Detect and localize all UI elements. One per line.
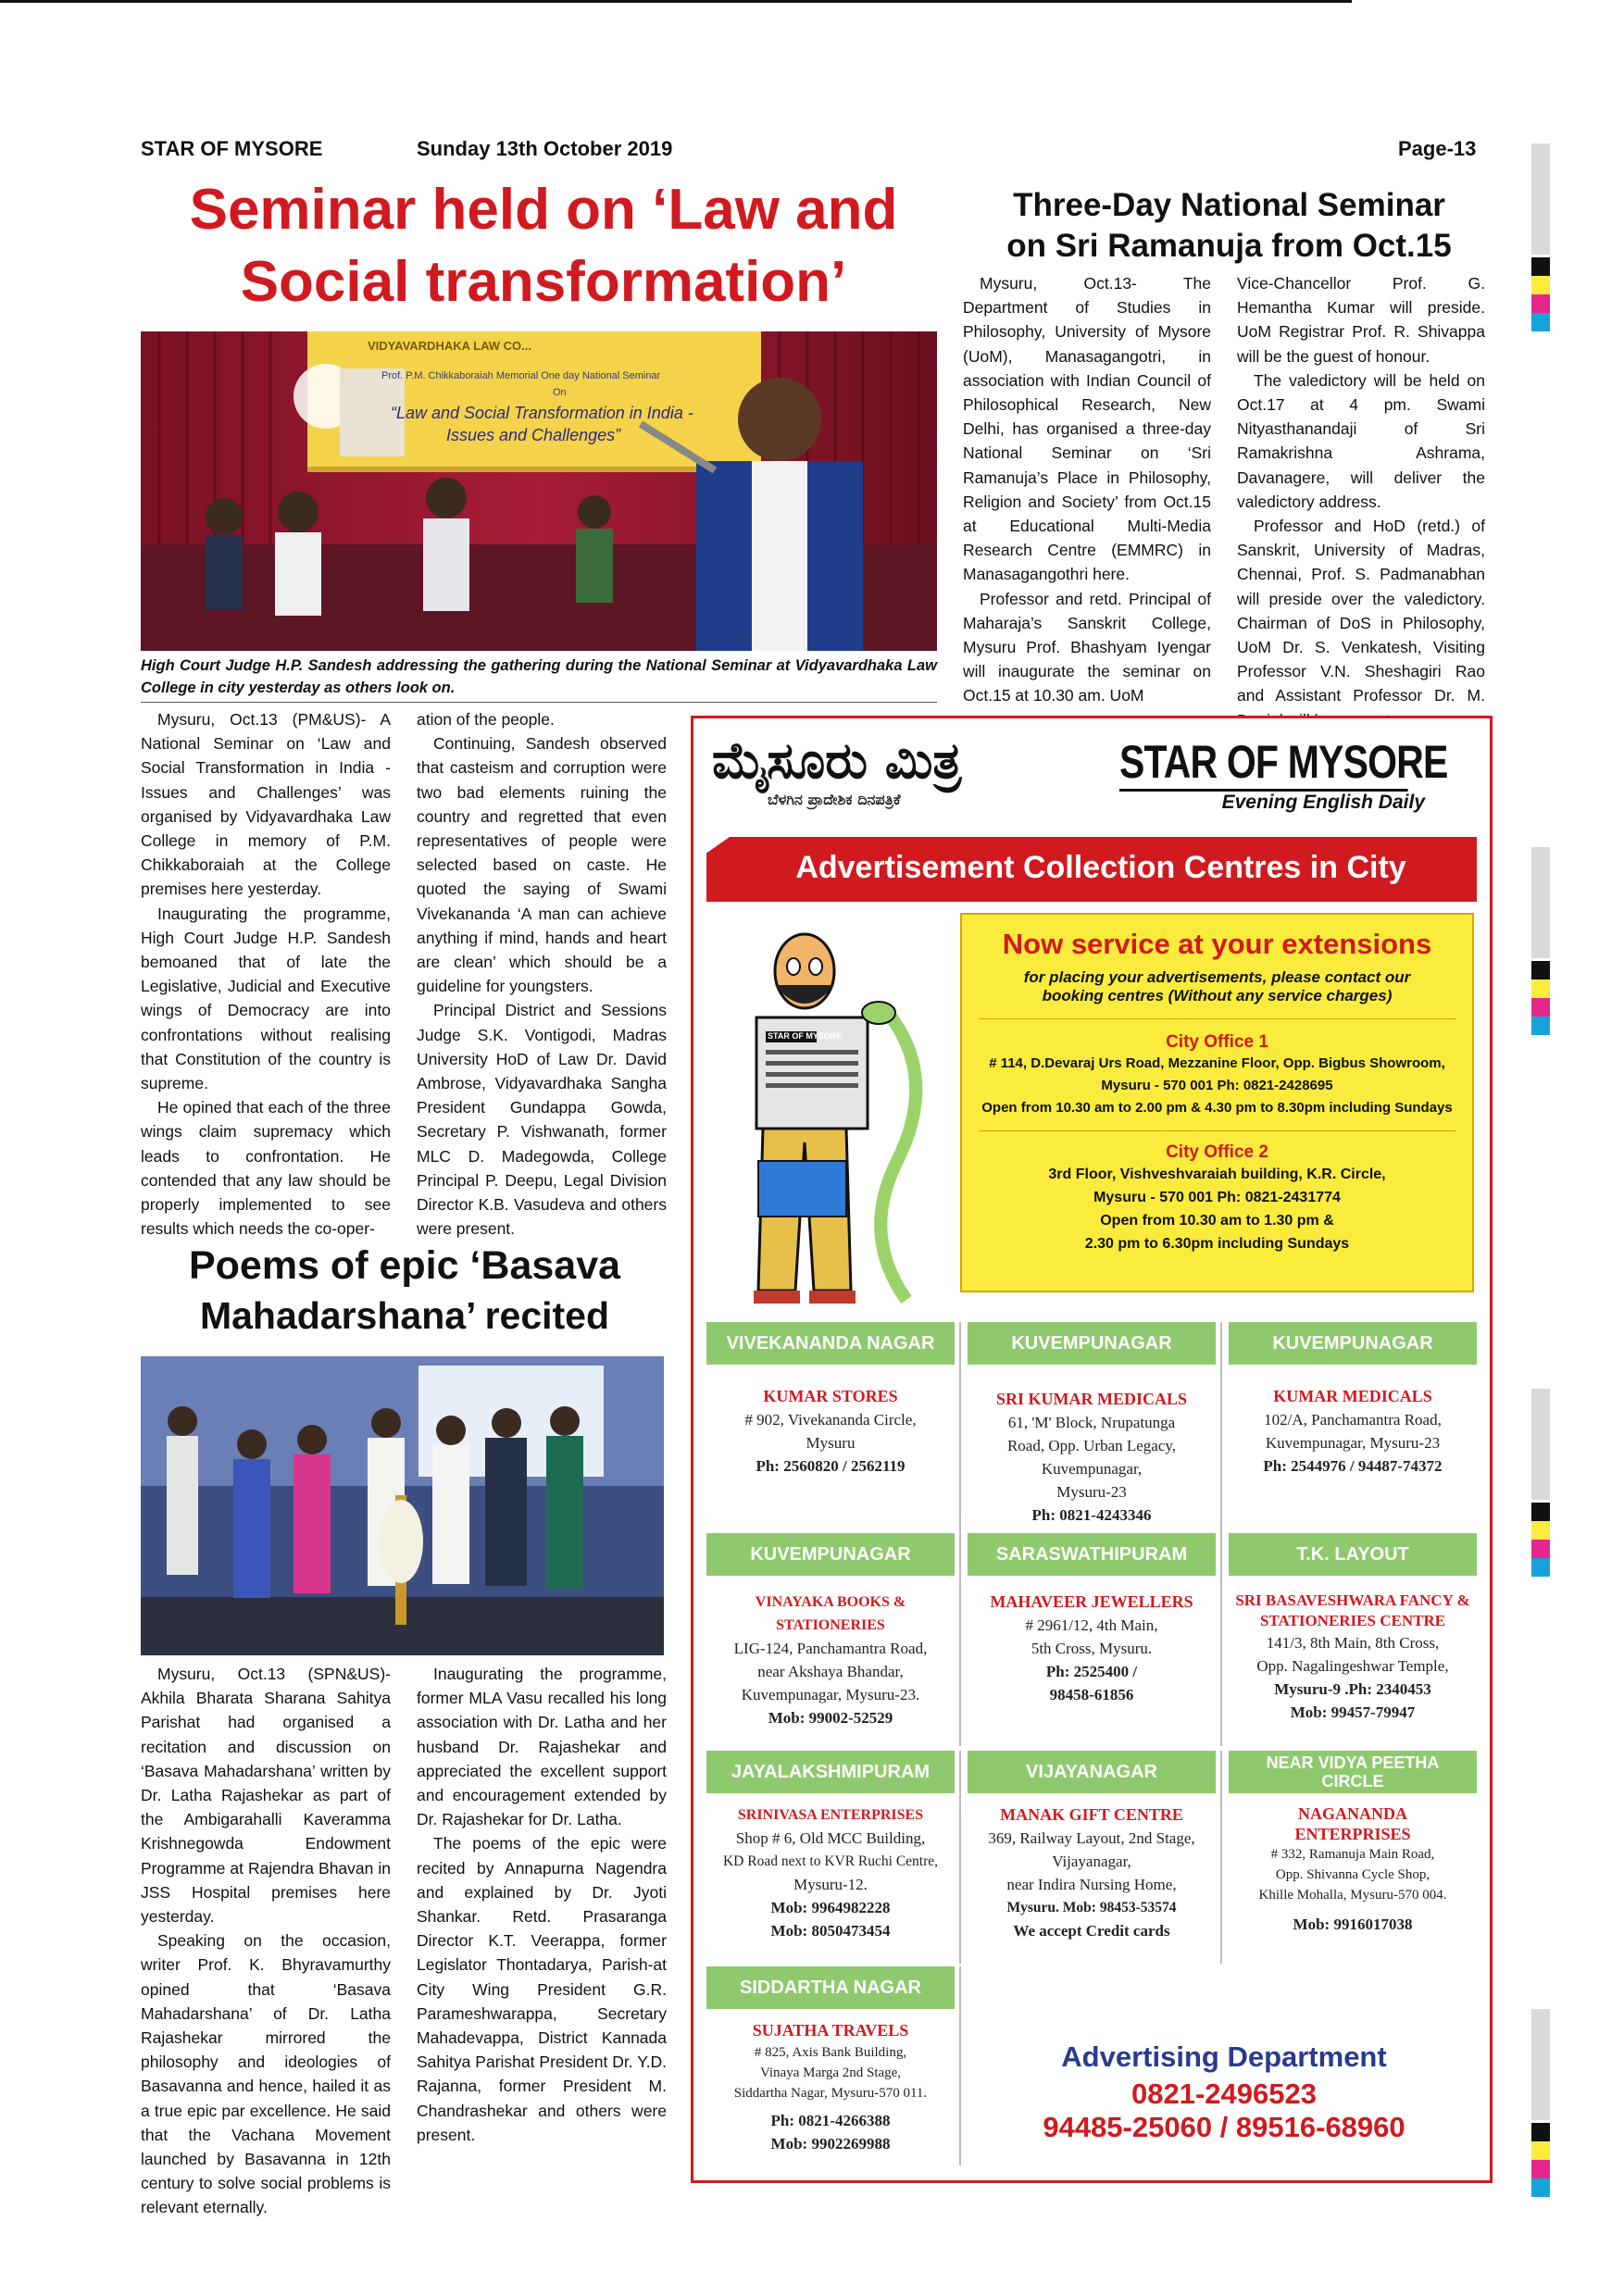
area-tab: SARASWATHIPURAM bbox=[968, 1533, 1216, 1576]
article3-headline bbox=[141, 1241, 668, 1341]
article3-para: Speaking on the occasion, writer Prof. K. Bhyravamurthy opined that ‘Basava Mahadarshana’ of Dr. Latha Rajashekar mirrored the philosophy and ideologies of Basavanna and hence, hailed it as a true epic par excellence. He said that the Vachana Movement launched by Basavanna in 12th century to solve social problems is relevant eternally. bbox=[141, 1931, 391, 2217]
centre-address: Kuvempunagar, Mysuru-23. bbox=[741, 1686, 920, 1703]
area-tab: KUVEMPUNAGAR bbox=[1229, 1322, 1477, 1365]
column-divider bbox=[1220, 1751, 1222, 1964]
photo-banner-org: VIDYAVARDHAKA LAW CO... bbox=[368, 339, 531, 353]
centre-phone: Ph: 2560820 / 2562119 bbox=[756, 1457, 906, 1475]
centre-name: SRI KUMAR MEDICALS bbox=[995, 1390, 1187, 1408]
centre-address: 369, Railway Layout, 2nd Stage, bbox=[988, 1829, 1195, 1847]
area-tab: VIVEKANANDA NAGAR bbox=[706, 1322, 955, 1365]
article1-para: Inaugurating the programme, High Court Judge H.P. Sandesh bemoaned that of late the Legislative, Judicial and Executive wings of Democracy are into confrontations without realising that Constitution of the country is supreme. bbox=[141, 904, 391, 1093]
centre-phone: Ph: 0821-4266388 bbox=[770, 2112, 891, 2129]
column-divider bbox=[959, 1533, 961, 1746]
centre-address: Road, Opp. Urban Legacy, bbox=[1006, 1437, 1177, 1454]
article2-para: Vice-Chancellor Prof. G. Hemantha Kumar will preside. UoM Registrar Prof. R. Shivappa will be the guest of honour. bbox=[1237, 274, 1485, 366]
centre-address: Opp. Nagalingeshwar Temple, bbox=[1256, 1657, 1449, 1675]
centre-entry bbox=[968, 1591, 1216, 1706]
centre-address: # 825, Axis Bank Building, bbox=[754, 2045, 907, 2060]
centre-entry bbox=[1229, 1803, 1477, 1936]
column-divider bbox=[1220, 1533, 1222, 1746]
centre-entry bbox=[968, 1388, 1216, 1527]
article2-headline bbox=[963, 185, 1495, 267]
caption-rule bbox=[141, 702, 937, 703]
article1-para: Mysuru, Oct.13 (PM&US)- A National Seminar on ‘Law and Social Transformation in India - Issues and Challenges’ was organised by Vidyavardhaka Law College in memory of P.M. Chikkaboraiah at the College premises here yesterday. bbox=[141, 710, 391, 899]
centre-entry bbox=[968, 1803, 1216, 1942]
masthead-page-number: Page-13 bbox=[1398, 137, 1477, 160]
area-tab: KUVEMPUNAGAR bbox=[968, 1322, 1216, 1365]
article1-headline bbox=[141, 174, 946, 318]
article3-para: The poems of the epic were recited by Annapurna Nagendra and explained by Dr. Jyoti Shankar. Retd. Prasaranga Director K.T. Veerappa, former Legislator Thontadarya, Parish-at City Wing President G.R. Parameshwarappa, Secretary Mahadevappa, District Kannada Sahitya Parishat President Dr. Y.D. Rajanna, former President M. Chandrashekar and others were present. bbox=[417, 1834, 667, 2144]
advertisement-box bbox=[691, 716, 1493, 2183]
service-title: Now service at your extensions bbox=[1002, 928, 1432, 960]
centre-name: MANAK GIFT CENTRE bbox=[1000, 1805, 1183, 1824]
area-tab: KUVEMPUNAGAR bbox=[706, 1533, 955, 1576]
centre-address: 141/3, 8th Main, 8th Cross, bbox=[1266, 1634, 1440, 1652]
service-divider bbox=[979, 1130, 1455, 1131]
centre-address: Vinaya Marga 2nd Stage, bbox=[759, 2065, 902, 2080]
centre-phone: Mob: 9902269988 bbox=[770, 2135, 891, 2152]
article2-para: Professor and retd. Principal of Maharaja’s Sanskrit College, Mysuru Prof. Bhashyam Iyengar will inaugurate the seminar on Oct.15 at 10.30 am. UoM bbox=[963, 589, 1211, 705]
centre-note: We accept Credit cards bbox=[1013, 1922, 1170, 1940]
article2-para: Professor and HoD (retd.) of Sanskrit, University of Madras, Chennai, Prof. S. Padmanabhan will preside over the valedictory. Chairman of DoS in Philosophy, UoM Dr. S. Venkatesh, Visiting Professor V.N. Sheshagiri Rao and Assistant Professor Dr. M. bbox=[1237, 517, 1485, 705]
area-tab-line: CIRCLE bbox=[1321, 1772, 1384, 1791]
article2-headline-line1: Three-Day National Seminar bbox=[1013, 187, 1445, 223]
centre-entry bbox=[1229, 1591, 1477, 1724]
centre-name: STATIONERIES CENTRE bbox=[1259, 1612, 1446, 1629]
area-tab bbox=[1229, 1751, 1477, 1793]
article3-photo bbox=[141, 1356, 664, 1655]
star-of-mysore-logo bbox=[1119, 735, 1471, 814]
column-divider bbox=[959, 1322, 961, 1535]
article3-headline-line2: Mahadarshana’ recited bbox=[199, 1294, 610, 1337]
article1-column1 bbox=[141, 707, 391, 1241]
centre-phone: Mysuru. Mob: 98453-53574 bbox=[1006, 1900, 1177, 1915]
centre-name: KUMAR MEDICALS bbox=[1273, 1387, 1432, 1405]
article1-caption: High Court Judge H.P. Sandesh addressing the gathering during the National Seminar at Vidyavardhaka Law College in city yesterday as others look on. bbox=[141, 657, 937, 696]
service-subtitle1: for placing your advertisements, please contact our bbox=[1023, 968, 1411, 986]
service-subtitle2: booking centres (Without any service charges) bbox=[1042, 987, 1393, 1004]
centre-address: # 2961/12, 4th Main, bbox=[1025, 1616, 1158, 1634]
centre-address: Mysuru bbox=[806, 1434, 856, 1452]
office2-hours2: 2.30 pm to 6.30pm including Sundays bbox=[1084, 1236, 1350, 1252]
centre-phone: Ph: 2544976 / 94487-74372 bbox=[1263, 1457, 1443, 1475]
article1-headline-line2: Social transformation’ bbox=[240, 250, 847, 314]
advertising-department bbox=[971, 2040, 1477, 2144]
column-divider bbox=[959, 1966, 961, 2165]
dept-title: Advertising Department bbox=[1061, 2040, 1387, 2073]
centre-address: # 902, Vivekananda Circle, bbox=[744, 1411, 917, 1429]
column-divider bbox=[1220, 1322, 1222, 1535]
centre-address: near Indira Nursing Home, bbox=[1006, 1876, 1177, 1893]
centre-address: Shop # 6, Old MCC Building, bbox=[735, 1829, 926, 1847]
centre-address: Kuvempunagar, bbox=[1041, 1460, 1143, 1478]
article3-column2 bbox=[417, 1662, 667, 2147]
centre-entry bbox=[706, 1591, 955, 1729]
article2-column1 bbox=[963, 271, 1211, 708]
centre-phone: Ph: 2525400 / bbox=[1045, 1663, 1138, 1680]
service-box bbox=[960, 913, 1474, 1292]
centre-address: Mysuru-23 bbox=[1056, 1483, 1127, 1501]
article1-photo bbox=[141, 331, 937, 651]
photo-banner-title2: Issues and Challenges” bbox=[446, 426, 621, 444]
centre-phone: Ph: 0821-4243346 bbox=[1031, 1506, 1152, 1524]
mascot-newspaper-label: STAR OF MYSORE bbox=[768, 1031, 843, 1041]
office2-phone: Mysuru - 570 001 Ph: 0821-2431774 bbox=[1093, 1190, 1341, 1205]
centre-address: 61, 'M' Block, Nrupatunga bbox=[1007, 1414, 1176, 1431]
centre-phone: Mob: 9916017038 bbox=[1293, 1915, 1413, 1933]
centre-phone: 98458-61856 bbox=[1049, 1686, 1134, 1703]
office2-address: 3rd Floor, Vishveshvaraiah building, K.R. Circle, bbox=[1048, 1167, 1386, 1182]
office1-hours: Open from 10.30 am to 2.00 pm & 4.30 pm to 8.30pm including Sundays bbox=[981, 1100, 1453, 1116]
centre-address: 102/A, Panchamantra Road, bbox=[1264, 1411, 1442, 1429]
centre-address: Opp. Shivanna Cycle Shop, bbox=[1275, 1867, 1430, 1882]
photo-banner-on: On bbox=[553, 387, 567, 398]
centre-address: Khille Mohalla, Mysuru-570 004. bbox=[1258, 1888, 1447, 1903]
area-tab: SIDDARTHA NAGAR bbox=[706, 1966, 955, 2009]
centre-address: Kuvempunagar, Mysuru-23 bbox=[1265, 1434, 1441, 1452]
kannada-logo bbox=[712, 731, 1082, 809]
office1-phone: Mysuru - 570 001 Ph: 0821-2428695 bbox=[1101, 1078, 1333, 1093]
column-divider bbox=[959, 1751, 961, 1964]
article3-headline-line1: Poems of epic ‘Basava bbox=[188, 1243, 621, 1288]
dept-phone2: 94485-25060 / 89516-68960 bbox=[1043, 2111, 1405, 2143]
masthead-paper-name: STAR OF MYSORE bbox=[141, 137, 323, 160]
mascot-icon bbox=[721, 930, 943, 1318]
article3-para: Inaugurating the programme, former MLA Vasu recalled his long association with Dr. Latha and her husband Dr. Rajashekar and appreciated the excellent support and encouragement extended by Dr. Rajashekar for Dr. Latha. bbox=[417, 1665, 667, 1829]
office1-title: City Office 1 bbox=[1166, 1032, 1268, 1052]
centre-name: KUMAR STORES bbox=[763, 1387, 898, 1405]
logo-tagline: Evening English Daily bbox=[1221, 792, 1425, 813]
centre-address: Vijayanagar, bbox=[1052, 1853, 1131, 1870]
centre-address: KD Road next to KVR Ruchi Centre, bbox=[722, 1853, 939, 1869]
area-tab: VIJAYANAGAR bbox=[968, 1751, 1216, 1793]
office1-address: # 114, D.Devaraj Urs Road, Mezzanine Floor, Opp. Bigbus Showroom, bbox=[989, 1055, 1445, 1071]
centre-name: MAHAVEER JEWELLERS bbox=[990, 1592, 1193, 1611]
centre-entry bbox=[706, 1385, 955, 1478]
photo-banner-title1: “Law and Social Transformation in India - bbox=[391, 404, 693, 422]
photo-banner-sub: Prof. P.M. Chikkaboraiah Memorial One day National Seminar bbox=[381, 370, 661, 381]
office2-hours1: Open from 10.30 am to 1.30 pm & bbox=[1100, 1213, 1334, 1229]
centre-entry bbox=[706, 2019, 955, 2155]
centre-address: LIG-124, Panchamantra Road, bbox=[733, 1640, 928, 1657]
mascot-illustration bbox=[721, 930, 943, 1318]
article1-para: Continuing, Sandesh observed that casteism and corruption were two bad elements ruining the country and regretted that even representatives of people were selected based on caste. He quoted the saying of Swami Vivekananda ‘A man can achieve anything if mind, hands and heart are clean’ which should be a guideline for youngsters. bbox=[417, 734, 667, 996]
centre-entry bbox=[706, 1803, 955, 1942]
centre-name: VINAYAKA BOOKS & STATIONERIES bbox=[755, 1594, 906, 1633]
centre-address: Siddartha Nagar, Mysuru-570 011. bbox=[733, 2086, 928, 2101]
masthead-date: Sunday 13th October 2019 bbox=[417, 137, 673, 160]
centre-name: SRINIVASA ENTERPRISES bbox=[737, 1807, 924, 1823]
centre-phone: Mob: 99457-79947 bbox=[1290, 1703, 1416, 1721]
centre-address: 5th Cross, Mysuru. bbox=[1031, 1640, 1153, 1657]
centre-phone: Mysuru-9 .Ph: 2340453 bbox=[1274, 1680, 1431, 1698]
centre-phone: Mob: 8050473454 bbox=[770, 1922, 891, 1940]
article2-para: The valedictory will be held on Oct.17 at 4 pm. Swami Nityasthanandaji of Sri Ramakrishna Ashrama, Davanagere, will deliver the valedictory address. bbox=[1237, 370, 1485, 511]
centre-name: NAGANANDA bbox=[1298, 1804, 1407, 1823]
area-tab: T.K. LAYOUT bbox=[1229, 1533, 1477, 1576]
centre-phone: Mob: 9964982228 bbox=[770, 1899, 891, 1916]
centre-name: SRI BASAVESHWARA FANCY & bbox=[1235, 1591, 1470, 1609]
centre-phone: Mob: 99002-52529 bbox=[768, 1709, 893, 1727]
office2-title: City Office 2 bbox=[1166, 1142, 1268, 1162]
lamp-lighting-photo-graphic bbox=[141, 1356, 664, 1655]
centre-address: near Akshaya Bhandar, bbox=[757, 1663, 904, 1680]
area-tab: JAYALAKSHMIPURAM bbox=[706, 1751, 955, 1793]
article1-headline-line1: Seminar held on ‘Law and bbox=[189, 178, 898, 242]
centre-name: SUJATHA TRAVELS bbox=[752, 2021, 909, 2040]
article3-para: Mysuru, Oct.13 (SPN&US)- Akhila Bharata Sharana Sahitya Parishat had organised a recitation and discussion on ‘Basava Mahadarshana’ written by Dr. Latha Rajashekar as part of the Ambigarahalli Kaveramma Krishnegowda Endowment Programme at Rajendra Bhavan in JSS Hospital premises here yesterday. bbox=[141, 1665, 391, 1927]
article2-para: Mysuru, Oct.13- The Department of Studies in Philosophy, University of Mysore (UoM), Manasagangotri, in association with Indian Council of Philosophical Research, New Delhi, has organised a three-day National Seminar on ‘Sri Ramanuja’s Place in Philosophy, Religion and Society’ from Oct.15 at Educational Multi-Media Research Centre (EMMRC) in Manasagangothri here. bbox=[963, 274, 1211, 584]
service-divider bbox=[979, 1018, 1455, 1019]
dept-phone1: 0821-2496523 bbox=[1131, 2078, 1317, 2110]
article1-para: Principal District and Sessions Judge S.K. Vontigodi, Madras University HoD of Law Dr. David Ambrose, Vidyavardhaka Sangha President Gundappa Gowda, Secretary P. Vishwanath, former MLC D. Madegowda, College Principal P. Deepu, Legal Division Director K.B. Vasudeva and others were present. bbox=[417, 1001, 667, 1239]
article1-column2 bbox=[417, 707, 667, 1241]
kannada-logo-text: ಮೈಸೂರು ಮಿತ್ರ bbox=[712, 731, 962, 790]
masthead-rule bbox=[0, 0, 1352, 3]
banner-title: Advertisement Collection Centres in City bbox=[795, 850, 1406, 885]
article3-column1 bbox=[141, 1662, 391, 2220]
area-tab-line: NEAR VIDYA PEETHA bbox=[1266, 1753, 1440, 1772]
centre-address: # 332, Ramanuja Main Road, bbox=[1270, 1847, 1435, 1862]
kannada-logo-tagline: ಬೆಳಗಿನ ಪ್ರಾದೇಶಿಕ ದಿನಪತ್ರಿಕೆ bbox=[768, 791, 901, 808]
article1-para: ation of the people. bbox=[417, 710, 555, 729]
centre-name: ENTERPRISES bbox=[1294, 1825, 1411, 1843]
article2-column2 bbox=[1237, 271, 1485, 732]
centre-entry bbox=[1229, 1385, 1477, 1478]
logo-text: STAR OF MYSORE bbox=[1119, 735, 1408, 792]
article2-headline-line2: on Sri Ramanuja from Oct.15 bbox=[1006, 228, 1452, 264]
article1-para: He opined that each of the three wings claim supremacy which leads to confrontation. He contended that any law should be properly implemented to see results which needs the co-oper- bbox=[141, 1098, 391, 1239]
centre-address: Mysuru-12. bbox=[793, 1876, 868, 1893]
